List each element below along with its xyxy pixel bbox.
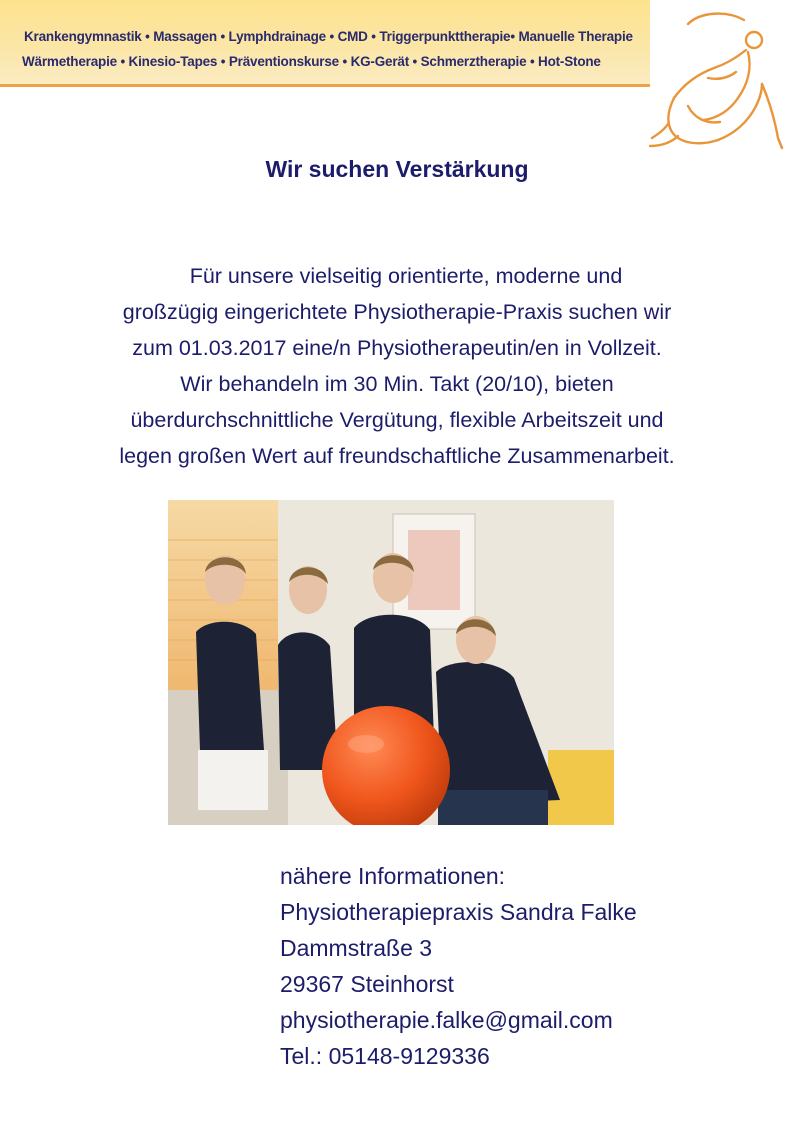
intro-line: Für unsere vielseitig orientierte, moderne und <box>189 264 623 288</box>
contact-email[interactable]: physiotherapie.falke@gmail.com <box>280 1007 613 1033</box>
intro-line: großzügig eingerichtete Physiotherapie-Praxis suchen wir <box>122 300 672 324</box>
intro-line: legen großen Wert auf freundschaftliche Zusammenarbeit. <box>119 444 675 468</box>
contact-block <box>280 858 637 1074</box>
intro-line: Wir behandeln im 30 Min. Takt (20/10), bieten <box>180 372 614 396</box>
page-heading: Wir suchen Verstärkung <box>265 156 529 182</box>
contact-phone[interactable]: Tel.: 05148-9129336 <box>280 1043 490 1069</box>
contact-label: nähere Informationen: <box>280 863 506 889</box>
contact-street: Dammstraße 3 <box>280 935 433 961</box>
intro-line: zum 01.03.2017 eine/n Physiotherapeutin/en in Vollzeit. <box>132 336 662 360</box>
contact-city: 29367 Steinhorst <box>280 971 454 997</box>
team-photo-illustration <box>168 500 614 825</box>
header-band <box>0 0 650 84</box>
contact-name: Physiotherapiepraxis Sandra Falke <box>280 899 637 925</box>
stretching-figure-logo-icon <box>648 6 788 152</box>
services-line-2: Wärmetherapie • Kinesio-Tapes • Präventionskurse • KG-Gerät • Schmerztherapie • Hot-Stone <box>22 54 601 69</box>
team-photo <box>168 500 614 825</box>
intro-paragraph <box>0 258 794 474</box>
intro-line: überdurchschnittliche Vergütung, flexible Arbeitszeit und <box>130 408 664 432</box>
header-underline <box>0 84 650 87</box>
services-line-1: Krankengymnastik • Massagen • Lymphdrainage • CMD • Triggerpunkttherapie• Manuelle Therapie <box>24 29 633 44</box>
